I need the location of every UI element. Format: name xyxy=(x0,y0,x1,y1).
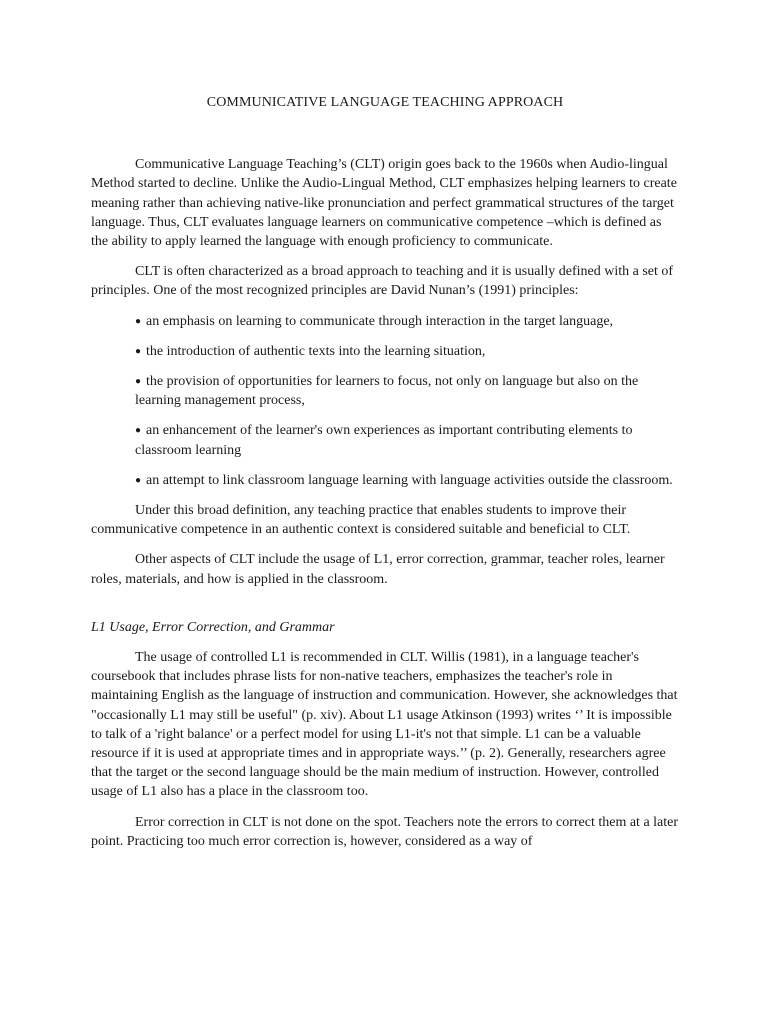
principle-text: an enhancement of the learner's own experiences as important contributing elements to classroom learning xyxy=(135,423,633,458)
document-page xyxy=(91,93,679,862)
principle-item xyxy=(135,471,679,490)
principle-item xyxy=(135,372,679,410)
principle-item xyxy=(135,421,679,459)
document-title: COMMUNICATIVE LANGUAGE TEACHING APPROACH xyxy=(206,95,564,110)
after-list-paragraph-2: Other aspects of CLT include the usage of L1, error correction, grammar, teacher roles, learner roles, materials, and how is applied in the classroom. xyxy=(91,552,665,587)
principle-item xyxy=(135,342,679,361)
principle-item xyxy=(135,312,679,331)
bullet-icon: ● xyxy=(135,315,142,327)
intro-paragraph-2: CLT is often characterized as a broad approach to teaching and it is usually defined with a set of principles. One of the most recognized principles are David Nunan’s (1991) principles: xyxy=(91,264,674,299)
after-list-paragraph-1: Under this broad definition, any teaching practice that enables students to improve their communicative competence in an authentic context is considered suitable and beneficial to CLT. xyxy=(91,503,631,538)
principle-text: the introduction of authentic texts into the learning situation, xyxy=(146,343,486,359)
bullet-icon: ● xyxy=(135,474,142,486)
bullet-icon: ● xyxy=(135,345,142,357)
principle-text: an attempt to link classroom language learning with language activities outside the classroom. xyxy=(146,472,673,488)
intro-paragraph-1: Communicative Language Teaching’s (CLT) origin goes back to the 1960s when Audio-lingual Method started to decline. Unlike the Audio-Lingual Method, CLT emphasizes helping learners to create meaning rather than achieving native-like pronunciation and perfect grammatical structures of the target language. Thus, CLT evaluates language learners on communicative competence –which is defined as the ability to apply learned the language with enough proficiency to communicate. xyxy=(91,157,677,250)
bullet-icon: ● xyxy=(135,376,142,388)
principle-text: the provision of opportunities for learners to focus, not only on language but also on the learning management process, xyxy=(135,374,639,409)
section-paragraph-1: The usage of controlled L1 is recommended in CLT. Willis (1981), in a language teacher's coursebook that includes phrase lists for non-native teachers, emphasizes the teacher's role in maintaining English as the language of instruction and communication. However, she acknowledges that "occasionally L1 may still be useful" (p. xiv). About L1 usage Atkinson (1993) writes ‘’ It is impossible to talk of a 'right balance' or a perfect model for using L1-it's not that simple. L1 can be a valuable resource if it is used at appropriate times and in appropriate ways.’’ (p. 2). Generally, researchers agree that the target or the second language should be the main medium of instruction. However, controlled usage of L1 also has a place in the classroom too. xyxy=(91,650,678,800)
principles-list xyxy=(91,312,679,490)
section-heading: L1 Usage, Error Correction, and Grammar xyxy=(91,619,335,635)
bullet-icon: ● xyxy=(135,425,142,437)
principle-text: an emphasis on learning to communicate through interaction in the target language, xyxy=(146,313,614,329)
section-paragraph-2: Error correction in CLT is not done on the spot. Teachers note the errors to correct them at a later point. Practicing too much error correction is, however, considered as a way of xyxy=(91,814,679,849)
